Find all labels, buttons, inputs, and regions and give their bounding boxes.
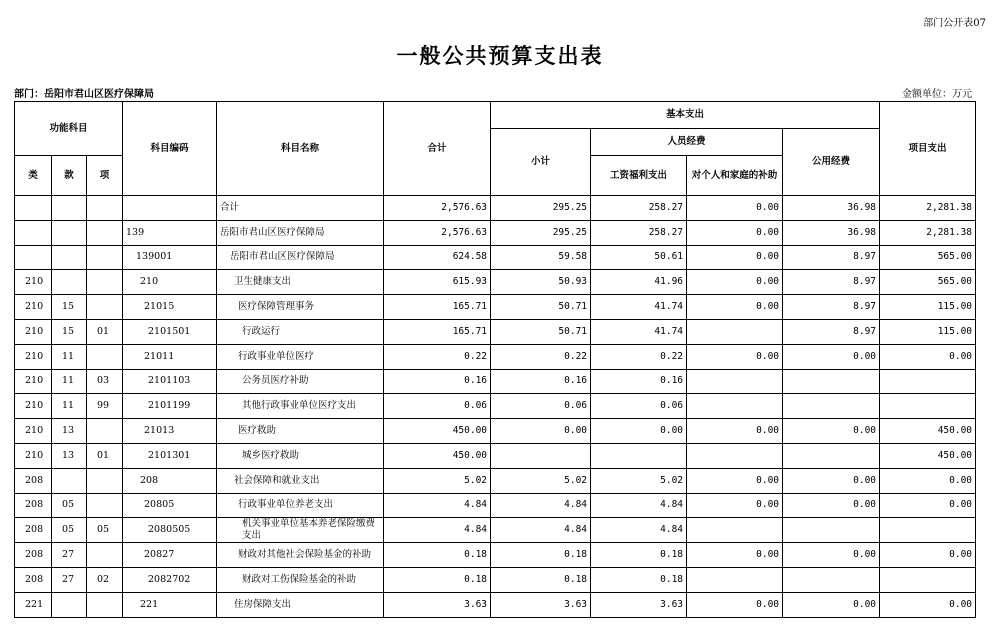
cell-project-expense: 2,281.38 (880, 196, 976, 221)
table-row (15, 394, 976, 419)
cell-subject-name: 行政事业单位医疗 (217, 344, 384, 369)
cell-kuan: 11 (52, 344, 87, 369)
table-row (15, 518, 976, 543)
cell-xiang (87, 270, 123, 295)
header-basic-expense: 基本支出 (491, 102, 880, 129)
cell-public-expense (783, 369, 880, 394)
cell-kuan (52, 196, 87, 221)
cell-subject-name: 机关事业单位基本养老保险缴费支出 (217, 518, 384, 543)
cell-project-expense (880, 568, 976, 593)
cell-individual: 0.00 (687, 196, 783, 221)
cell-total: 0.22 (384, 344, 491, 369)
unit-label: 金额单位：万元 (902, 89, 972, 100)
cell-xiang: 03 (87, 369, 123, 394)
table-row (15, 220, 976, 245)
cell-subject-name: 合计 (217, 196, 384, 221)
table-row (15, 419, 976, 444)
cell-salary: 4.84 (591, 518, 687, 543)
header-public-expense: 公用经费 (783, 129, 880, 196)
cell-subtotal: 0.22 (491, 344, 591, 369)
header-project-expense: 项目支出 (880, 102, 976, 196)
cell-subject-name: 卫生健康支出 (217, 270, 384, 295)
cell-salary: 4.84 (591, 493, 687, 518)
cell-subject-code: 208 (123, 468, 217, 493)
cell-subtotal: 4.84 (491, 493, 591, 518)
cell-subtotal: 4.84 (491, 518, 591, 543)
cell-xiang (87, 220, 123, 245)
cell-project-expense (880, 518, 976, 543)
cell-subject-name: 行政运行 (217, 319, 384, 344)
cell-salary: 3.63 (591, 592, 687, 617)
cell-subtotal: 0.00 (491, 419, 591, 444)
cell-salary: 50.61 (591, 245, 687, 270)
cell-project-expense: 450.00 (880, 419, 976, 444)
cell-subject-name: 财政对工伤保险基金的补助 (217, 568, 384, 593)
cell-total: 450.00 (384, 419, 491, 444)
cell-xiang (87, 419, 123, 444)
header-lei: 类 (15, 156, 52, 196)
cell-salary: 0.18 (591, 568, 687, 593)
cell-total: 2,576.63 (384, 220, 491, 245)
cell-xiang: 01 (87, 319, 123, 344)
budget-table (14, 101, 976, 618)
table-row (15, 543, 976, 568)
cell-subject-code: 21015 (123, 295, 217, 320)
header-subtotal: 小计 (491, 129, 591, 196)
form-number: 部门公开表07 (923, 18, 986, 29)
table-row (15, 270, 976, 295)
cell-individual: 0.00 (687, 220, 783, 245)
table-row (15, 468, 976, 493)
header-salary: 工资福利支出 (591, 156, 687, 196)
cell-total: 165.71 (384, 295, 491, 320)
table-row (15, 443, 976, 468)
cell-kuan: 15 (52, 295, 87, 320)
cell-individual: 0.00 (687, 295, 783, 320)
header-total: 合计 (384, 102, 491, 196)
header-individual: 对个人和家庭的补助 (687, 156, 783, 196)
cell-subtotal: 3.63 (491, 592, 591, 617)
cell-public-expense: 36.98 (783, 220, 880, 245)
cell-lei: 208 (15, 518, 52, 543)
header-kuan: 款 (52, 156, 87, 196)
cell-subject-name: 岳阳市君山区医疗保障局 (217, 245, 384, 270)
cell-xiang: 01 (87, 443, 123, 468)
cell-individual (687, 518, 783, 543)
cell-kuan: 27 (52, 543, 87, 568)
cell-total: 0.18 (384, 543, 491, 568)
cell-lei: 210 (15, 369, 52, 394)
cell-public-expense: 0.00 (783, 468, 880, 493)
cell-total: 0.06 (384, 394, 491, 419)
cell-lei: 210 (15, 319, 52, 344)
cell-lei: 210 (15, 443, 52, 468)
cell-subtotal: 0.06 (491, 394, 591, 419)
cell-subtotal: 50.71 (491, 295, 591, 320)
cell-project-expense: 565.00 (880, 270, 976, 295)
cell-subject-code: 210 (123, 270, 217, 295)
cell-lei: 208 (15, 468, 52, 493)
cell-kuan: 05 (52, 493, 87, 518)
cell-subject-code: 139001 (123, 245, 217, 270)
page-title: 一般公共预算支出表 (396, 43, 604, 68)
cell-kuan (52, 245, 87, 270)
cell-subject-name: 城乡医疗救助 (217, 443, 384, 468)
cell-total: 165.71 (384, 319, 491, 344)
cell-project-expense (880, 369, 976, 394)
cell-subject-code: 221 (123, 592, 217, 617)
cell-public-expense: 8.97 (783, 245, 880, 270)
table-row (15, 568, 976, 593)
cell-total: 2,576.63 (384, 196, 491, 221)
cell-total: 624.58 (384, 245, 491, 270)
table-row (15, 369, 976, 394)
cell-lei: 210 (15, 344, 52, 369)
cell-project-expense: 450.00 (880, 443, 976, 468)
cell-salary: 0.16 (591, 369, 687, 394)
cell-project-expense: 0.00 (880, 468, 976, 493)
table-row (15, 493, 976, 518)
header-subject-name: 科目名称 (217, 102, 384, 196)
cell-individual: 0.00 (687, 419, 783, 444)
table-body (15, 196, 976, 618)
cell-kuan: 05 (52, 518, 87, 543)
cell-kuan: 13 (52, 419, 87, 444)
cell-subject-name: 医疗救助 (217, 419, 384, 444)
table-row (15, 319, 976, 344)
cell-lei (15, 245, 52, 270)
cell-total: 5.02 (384, 468, 491, 493)
cell-total: 3.63 (384, 592, 491, 617)
header-personnel: 人员经费 (591, 129, 783, 156)
cell-subject-code: 2101103 (123, 369, 217, 394)
cell-subject-name: 医疗保障管理事务 (217, 295, 384, 320)
cell-kuan (52, 592, 87, 617)
cell-subtotal: 295.25 (491, 196, 591, 221)
cell-kuan (52, 220, 87, 245)
cell-project-expense: 0.00 (880, 543, 976, 568)
cell-individual: 0.00 (687, 493, 783, 518)
cell-lei: 210 (15, 394, 52, 419)
cell-total: 0.18 (384, 568, 491, 593)
cell-public-expense: 36.98 (783, 196, 880, 221)
cell-total: 615.93 (384, 270, 491, 295)
cell-xiang (87, 468, 123, 493)
cell-subject-code: 139 (123, 220, 217, 245)
cell-lei: 210 (15, 295, 52, 320)
table-row (15, 592, 976, 617)
cell-kuan: 15 (52, 319, 87, 344)
cell-individual (687, 394, 783, 419)
cell-subject-code: 21011 (123, 344, 217, 369)
cell-subtotal: 295.25 (491, 220, 591, 245)
cell-public-expense: 0.00 (783, 419, 880, 444)
cell-subtotal: 0.18 (491, 568, 591, 593)
cell-subject-name: 公务员医疗补助 (217, 369, 384, 394)
cell-subject-name: 社会保障和就业支出 (217, 468, 384, 493)
cell-subtotal: 0.18 (491, 543, 591, 568)
cell-public-expense (783, 443, 880, 468)
table-row (15, 344, 976, 369)
cell-project-expense: 565.00 (880, 245, 976, 270)
cell-public-expense: 8.97 (783, 295, 880, 320)
cell-public-expense (783, 518, 880, 543)
cell-subtotal: 5.02 (491, 468, 591, 493)
cell-subject-code: 2101501 (123, 319, 217, 344)
cell-subtotal: 59.58 (491, 245, 591, 270)
cell-xiang: 02 (87, 568, 123, 593)
cell-salary: 41.74 (591, 295, 687, 320)
cell-lei: 210 (15, 419, 52, 444)
cell-xiang (87, 543, 123, 568)
cell-xiang (87, 196, 123, 221)
cell-individual (687, 443, 783, 468)
cell-lei (15, 220, 52, 245)
header-xiang: 项 (87, 156, 123, 196)
cell-individual: 0.00 (687, 468, 783, 493)
table-row (15, 295, 976, 320)
cell-kuan: 27 (52, 568, 87, 593)
header-func-subject: 功能科目 (15, 102, 123, 156)
cell-xiang (87, 245, 123, 270)
cell-total: 450.00 (384, 443, 491, 468)
cell-public-expense (783, 394, 880, 419)
cell-total: 4.84 (384, 493, 491, 518)
cell-subject-code: 21013 (123, 419, 217, 444)
cell-public-expense (783, 568, 880, 593)
cell-salary: 41.96 (591, 270, 687, 295)
cell-project-expense: 0.00 (880, 493, 976, 518)
cell-subtotal (491, 443, 591, 468)
cell-subject-name: 行政事业单位养老支出 (217, 493, 384, 518)
cell-xiang (87, 493, 123, 518)
cell-lei: 208 (15, 493, 52, 518)
cell-xiang: 99 (87, 394, 123, 419)
cell-project-expense (880, 394, 976, 419)
cell-subject-name: 财政对其他社会保险基金的补助 (217, 543, 384, 568)
cell-individual: 0.00 (687, 245, 783, 270)
cell-xiang (87, 592, 123, 617)
cell-kuan (52, 270, 87, 295)
cell-salary: 0.22 (591, 344, 687, 369)
cell-salary: 5.02 (591, 468, 687, 493)
cell-public-expense: 0.00 (783, 592, 880, 617)
cell-public-expense: 8.97 (783, 319, 880, 344)
cell-project-expense: 2,281.38 (880, 220, 976, 245)
cell-kuan: 13 (52, 443, 87, 468)
cell-salary: 258.27 (591, 220, 687, 245)
cell-subject-code: 2101199 (123, 394, 217, 419)
cell-salary: 41.74 (591, 319, 687, 344)
cell-total: 0.16 (384, 369, 491, 394)
cell-lei: 221 (15, 592, 52, 617)
cell-subject-code: 2082702 (123, 568, 217, 593)
table-row (15, 196, 976, 221)
cell-individual: 0.00 (687, 543, 783, 568)
cell-project-expense: 115.00 (880, 319, 976, 344)
cell-xiang: 05 (87, 518, 123, 543)
cell-xiang (87, 295, 123, 320)
cell-individual: 0.00 (687, 270, 783, 295)
cell-xiang (87, 344, 123, 369)
cell-subtotal: 0.16 (491, 369, 591, 394)
cell-public-expense: 8.97 (783, 270, 880, 295)
cell-individual: 0.00 (687, 592, 783, 617)
cell-lei (15, 196, 52, 221)
department-label: 部门：岳阳市君山区医疗保障局 (14, 89, 154, 100)
cell-project-expense: 0.00 (880, 344, 976, 369)
cell-kuan: 11 (52, 394, 87, 419)
cell-salary: 0.06 (591, 394, 687, 419)
cell-project-expense: 0.00 (880, 592, 976, 617)
cell-salary: 258.27 (591, 196, 687, 221)
header-subject-code: 科目编码 (123, 102, 217, 196)
cell-subject-name: 岳阳市君山区医疗保障局 (217, 220, 384, 245)
cell-public-expense: 0.00 (783, 543, 880, 568)
cell-subject-code (123, 196, 217, 221)
cell-kuan (52, 468, 87, 493)
cell-subject-name: 其他行政事业单位医疗支出 (217, 394, 384, 419)
cell-subtotal: 50.71 (491, 319, 591, 344)
table-row (15, 245, 976, 270)
cell-lei: 210 (15, 270, 52, 295)
cell-subtotal: 50.93 (491, 270, 591, 295)
cell-subject-code: 20827 (123, 543, 217, 568)
cell-salary: 0.18 (591, 543, 687, 568)
cell-project-expense: 115.00 (880, 295, 976, 320)
cell-individual (687, 369, 783, 394)
cell-subject-code: 2101301 (123, 443, 217, 468)
cell-subject-code: 2080505 (123, 518, 217, 543)
cell-subject-name: 住房保障支出 (217, 592, 384, 617)
cell-subject-code: 20805 (123, 493, 217, 518)
cell-lei: 208 (15, 543, 52, 568)
cell-kuan: 11 (52, 369, 87, 394)
cell-public-expense: 0.00 (783, 344, 880, 369)
cell-public-expense: 0.00 (783, 493, 880, 518)
cell-individual: 0.00 (687, 344, 783, 369)
cell-individual (687, 319, 783, 344)
cell-salary: 0.00 (591, 419, 687, 444)
cell-individual (687, 568, 783, 593)
cell-salary (591, 443, 687, 468)
cell-lei: 208 (15, 568, 52, 593)
cell-total: 4.84 (384, 518, 491, 543)
